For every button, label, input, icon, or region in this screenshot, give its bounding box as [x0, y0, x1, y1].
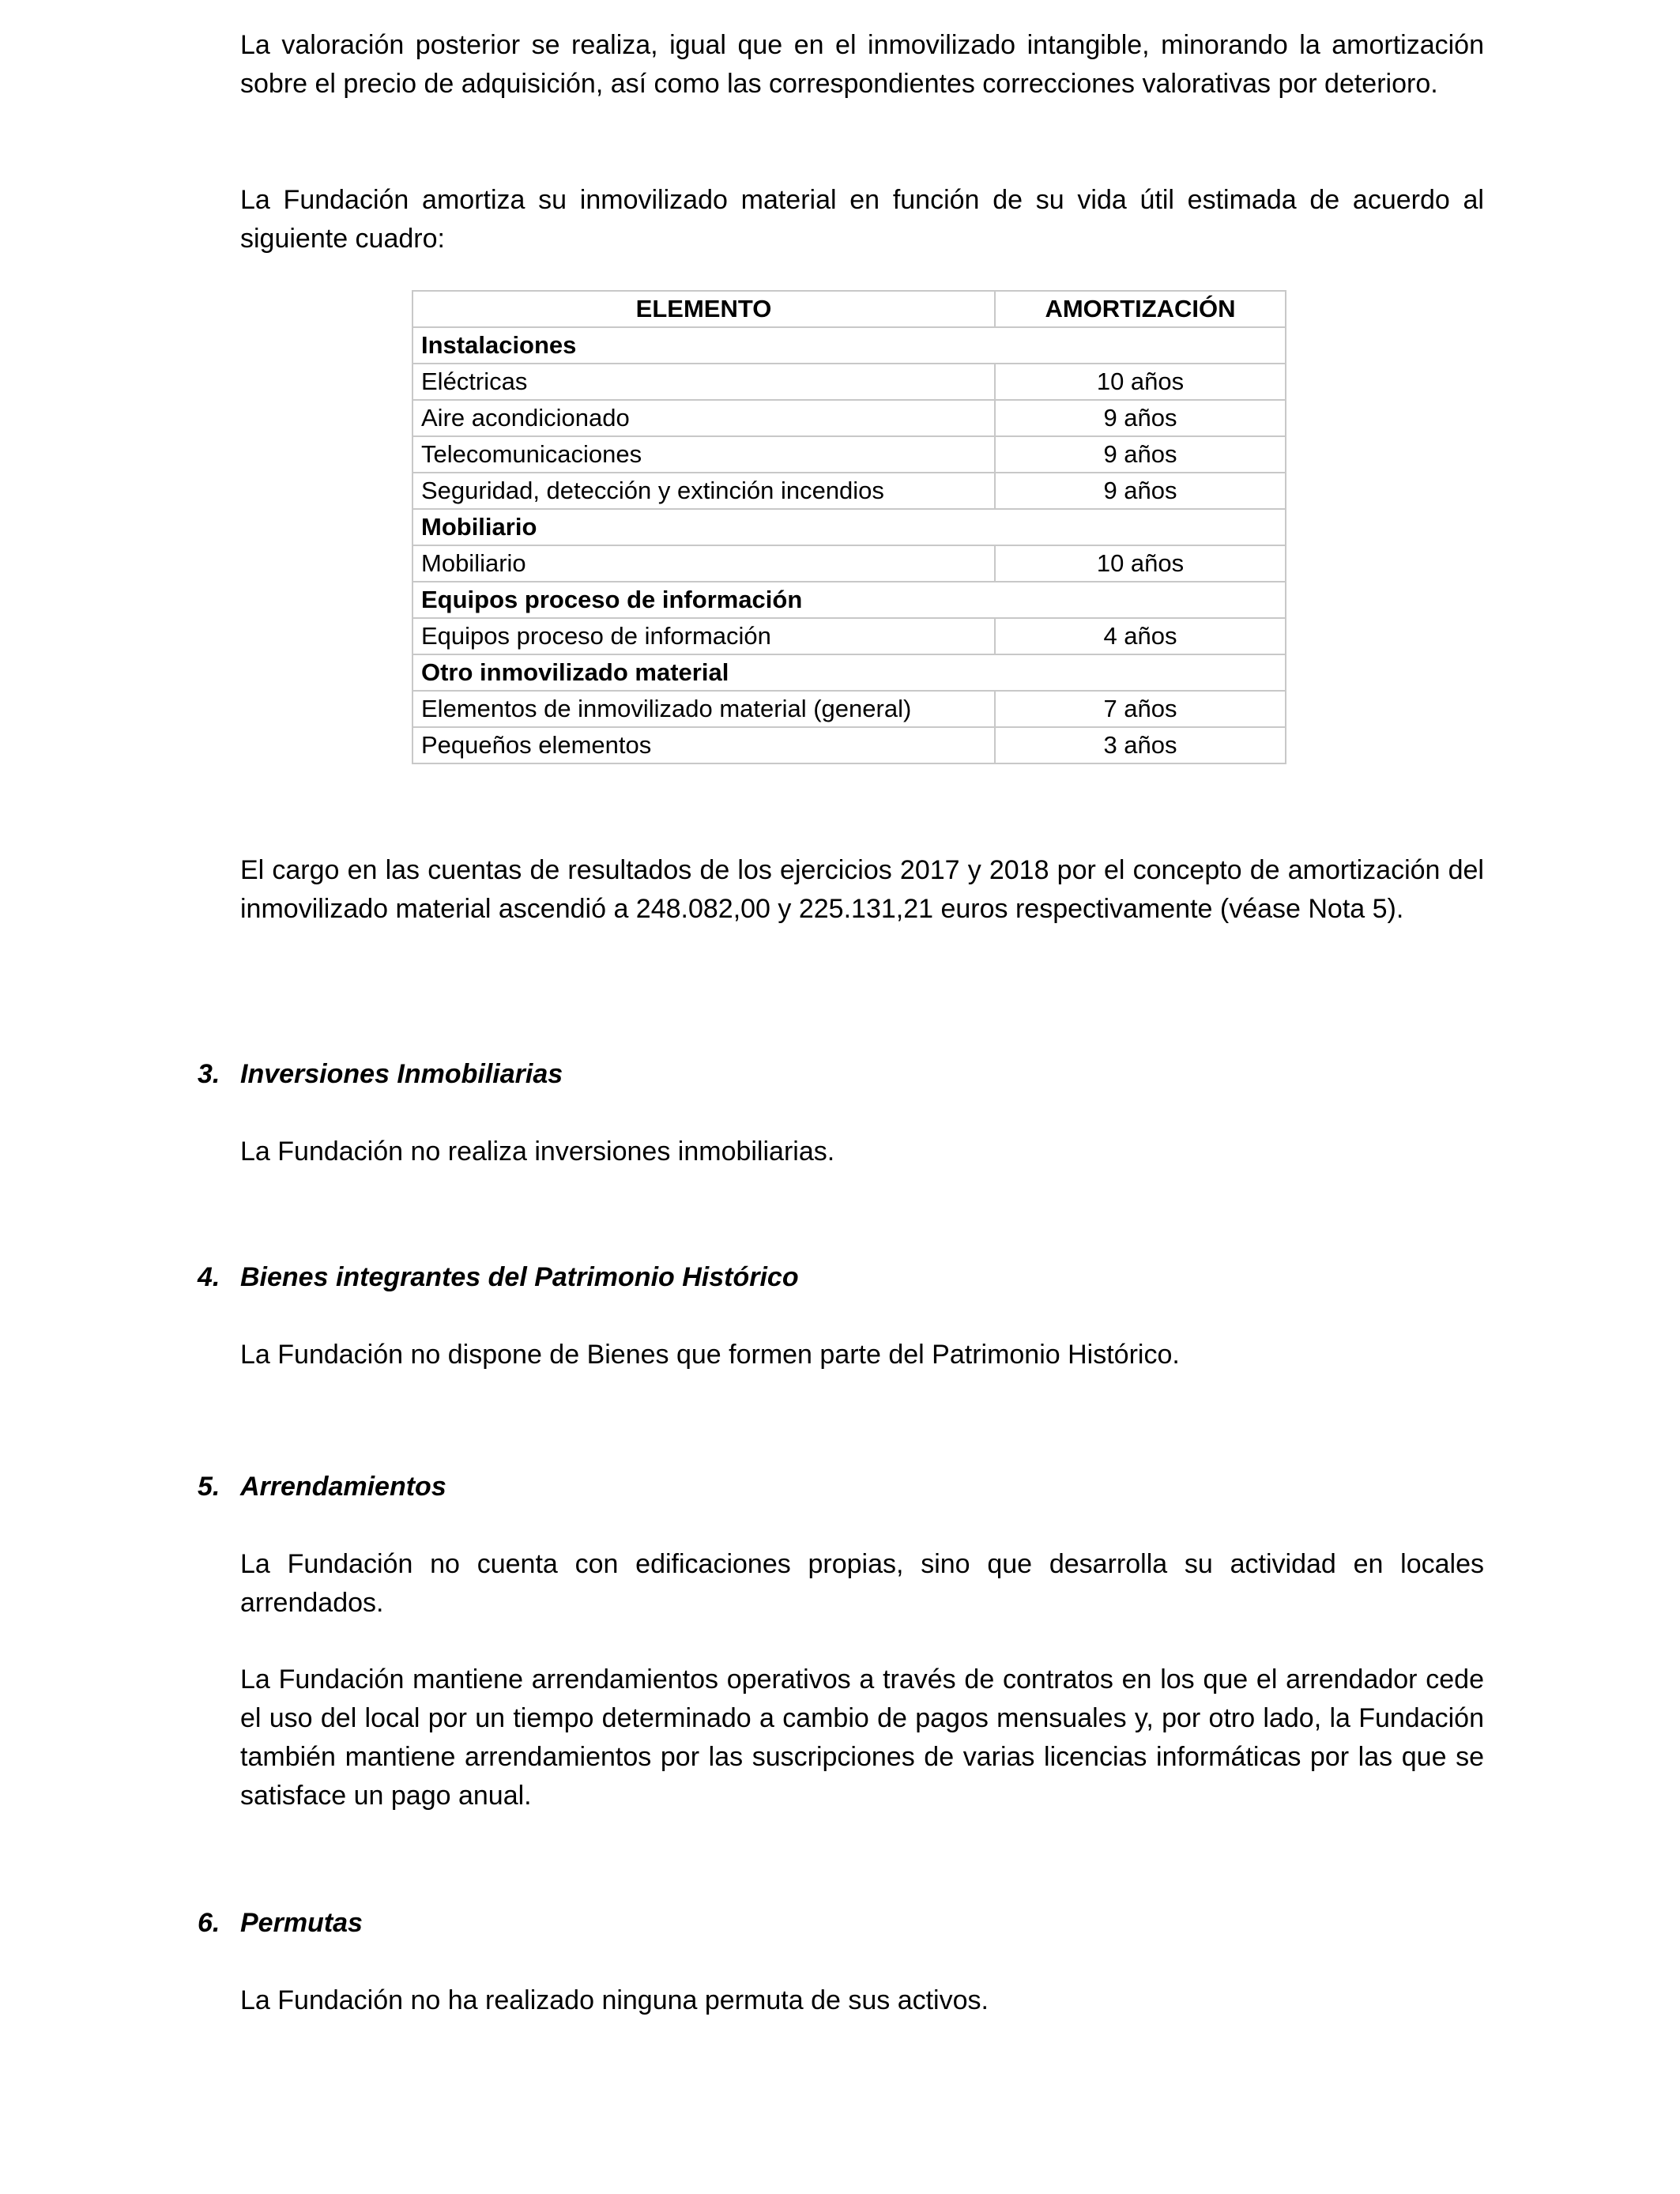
intro-paragraph-valoracion: La valoración posterior se realiza, igual que en el inmovilizado intangible, minorando la amortización sobre el precio de adquisición, así como las correspondientes correcciones valorativas por deterioro.: [240, 30, 1484, 99]
category-row: [412, 582, 1286, 618]
table-row: [412, 473, 1286, 509]
section-paragraph: La Fundación mantiene arrendamientos operativos a través de contratos en los que el arrendador cede el uso del local por un tiempo determinado a cambio de pagos mensuales y, por otro lado, la Fundación también mantiene arrendamientos por las suscripciones de varias licencias informáticas por las que se satisface un pago anual.: [240, 1664, 1484, 1811]
years-cell: 9 años: [995, 400, 1286, 436]
amortization-table: [412, 290, 1286, 764]
category-row: [412, 509, 1286, 545]
table-row: [412, 618, 1286, 654]
category-row: [412, 654, 1286, 691]
category-mobiliario: Mobiliario: [412, 509, 1286, 545]
section-number: 5.: [198, 1472, 220, 1502]
header-elemento: ELEMENTO: [412, 291, 995, 327]
table-header-row: [412, 291, 1286, 327]
header-amortizacion: AMORTIZACIÓN: [995, 291, 1286, 327]
table-row: [412, 436, 1286, 473]
years-cell: 4 años: [995, 618, 1286, 654]
section-title: Inversiones Inmobiliarias: [240, 1059, 563, 1089]
section-heading-bienes: [198, 1258, 799, 1297]
years-cell: 3 años: [995, 727, 1286, 763]
table-row: [412, 727, 1286, 763]
section-paragraph: La Fundación no ha realizado ninguna permuta de sus activos.: [240, 1985, 989, 2015]
table-row: [412, 400, 1286, 436]
section-number: 3.: [198, 1059, 220, 1089]
section-paragraph: La Fundación no realiza inversiones inmobiliarias.: [240, 1137, 835, 1167]
element-cell: Elementos de inmovilizado material (general): [412, 691, 995, 727]
category-row: [412, 327, 1286, 364]
section-number: 6.: [198, 1908, 220, 1938]
years-cell: 10 años: [995, 364, 1286, 400]
element-cell: Pequeños elementos: [412, 727, 995, 763]
years-cell: 9 años: [995, 473, 1286, 509]
category-otro-inmovilizado: Otro inmovilizado material: [412, 654, 1286, 691]
table-row: [412, 545, 1286, 582]
section-title: Bienes integrantes del Patrimonio Histórico: [240, 1262, 799, 1292]
element-cell: Aire acondicionado: [412, 400, 995, 436]
category-equipos: Equipos proceso de información: [412, 582, 1286, 618]
section-heading-inversiones: [198, 1055, 563, 1094]
table-row: [412, 364, 1286, 400]
section-title: Arrendamientos: [240, 1472, 446, 1502]
element-cell: Eléctricas: [412, 364, 995, 400]
table-row: [412, 691, 1286, 727]
section-heading-permutas: [198, 1904, 363, 1943]
element-cell: Telecomunicaciones: [412, 436, 995, 473]
section-number: 4.: [198, 1262, 220, 1292]
element-cell: Seguridad, detección y extinción incendios: [412, 473, 995, 509]
section-paragraph: La Fundación no cuenta con edificaciones propias, sino que desarrolla su actividad en locales arrendados.: [240, 1549, 1484, 1618]
cargo-paragraph: El cargo en las cuentas de resultados de los ejercicios 2017 y 2018 por el concepto de amortización del inmovilizado material ascendió a 248.082,00 y 225.131,21 euros respectivamente (véase Nota 5).: [240, 855, 1484, 924]
intro-paragraph-amortiza: La Fundación amortiza su inmovilizado material en función de su vida útil estimada de acuerdo al siguiente cuadro:: [240, 185, 1484, 254]
years-cell: 9 años: [995, 436, 1286, 473]
element-cell: Mobiliario: [412, 545, 995, 582]
section-paragraph: La Fundación no dispone de Bienes que formen parte del Patrimonio Histórico.: [240, 1340, 1180, 1370]
element-cell: Equipos proceso de información: [412, 618, 995, 654]
years-cell: 10 años: [995, 545, 1286, 582]
section-title: Permutas: [240, 1908, 363, 1938]
years-cell: 7 años: [995, 691, 1286, 727]
category-instalaciones: Instalaciones: [412, 327, 1286, 364]
section-heading-arrendamientos: [198, 1468, 446, 1506]
